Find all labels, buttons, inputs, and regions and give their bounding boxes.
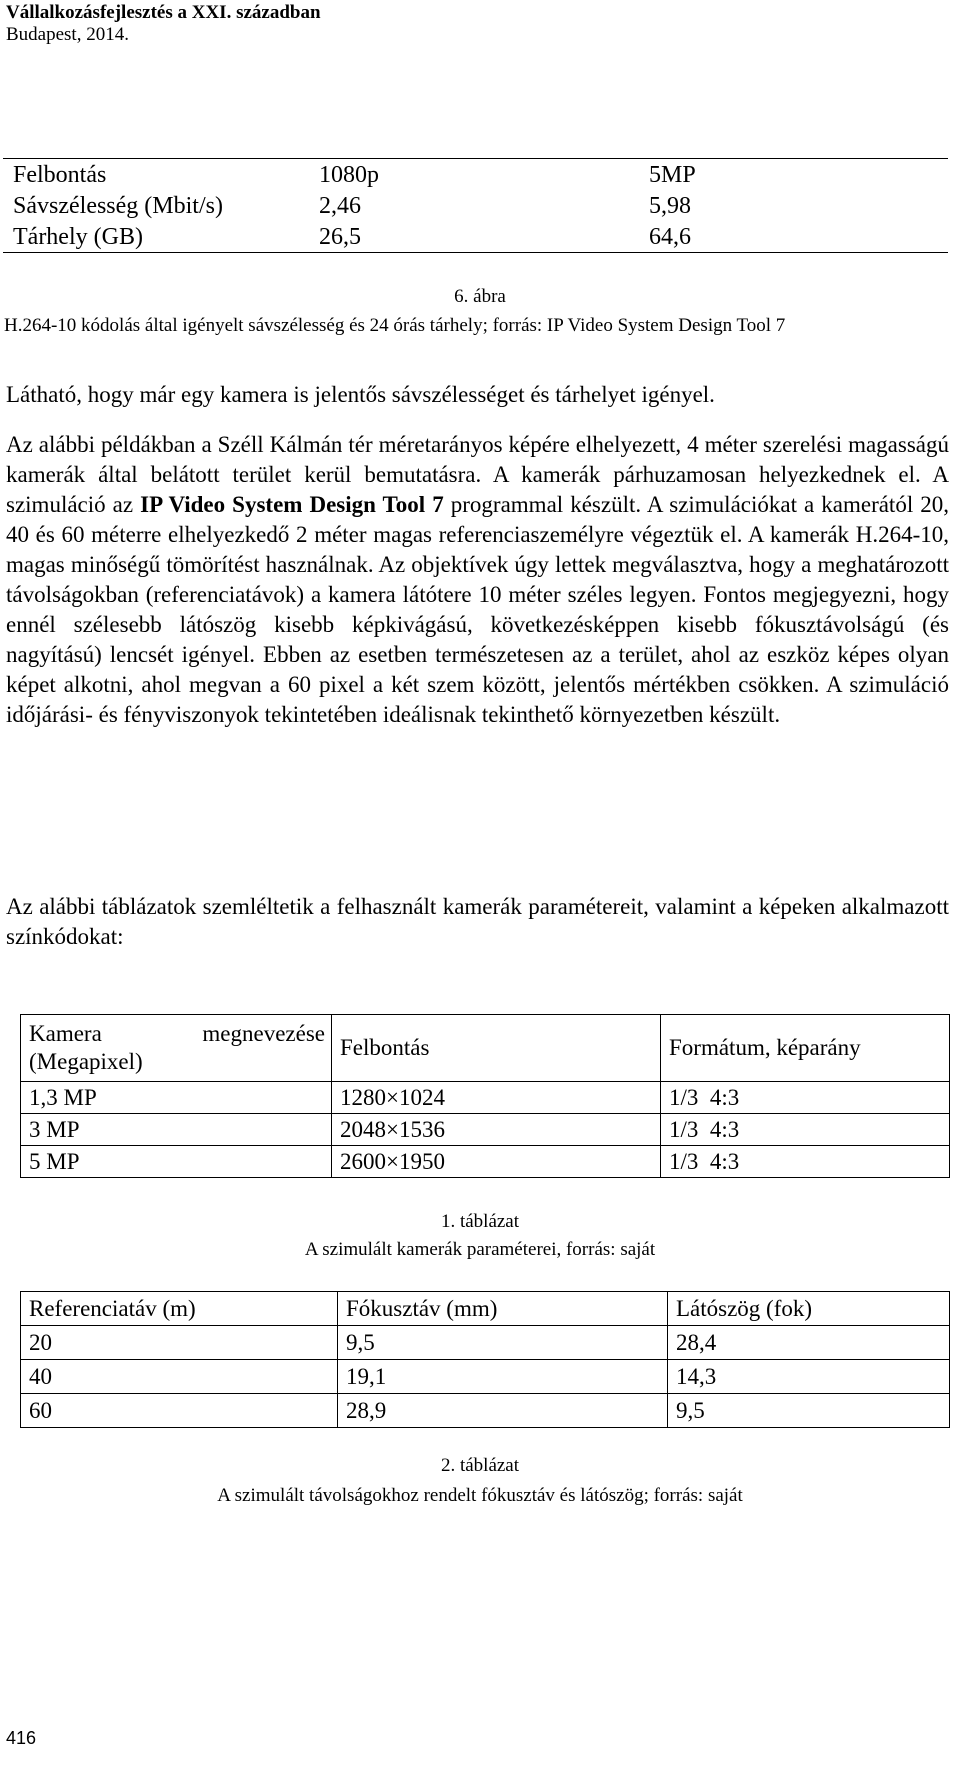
table-caption: A szimulált kamerák paraméterei, forrás: saját xyxy=(304,1239,656,1260)
table-cell: 20 xyxy=(21,1326,338,1360)
table-row xyxy=(21,1394,950,1428)
paragraph-text: Az alábbi példákban a Széll Kálmán tér méretarányos képére elhelyezett, 4 méter szerelési magasságú kamerák által belátott terület kerül bemutatásra. A kamerák párhuzamosan helyezkednek el. A szimuláció az xyxy=(6,432,949,517)
table-cell: 1280×1024 xyxy=(332,1082,661,1114)
table-header-cell: Látószög (fok) xyxy=(668,1292,950,1326)
table-header-cell xyxy=(21,1015,332,1082)
table-cell: 28,4 xyxy=(668,1326,950,1360)
table-row xyxy=(21,1360,950,1394)
table-row xyxy=(21,1326,950,1360)
table-cell: 40 xyxy=(21,1360,338,1394)
table-cell: 5,98 xyxy=(649,192,691,219)
table-row xyxy=(21,1146,950,1178)
table-cell: 2600×1950 xyxy=(332,1146,661,1178)
table-header-cell: Felbontás xyxy=(332,1015,661,1082)
table-cell: 5MP xyxy=(649,161,696,188)
table-cell: 5 MP xyxy=(21,1146,332,1178)
table-row xyxy=(3,190,948,221)
table-cell: Tárhely (GB) xyxy=(13,223,143,250)
table-header-cell: Referenciatáv (m) xyxy=(21,1292,338,1326)
table-label: 2. táblázat xyxy=(440,1455,520,1476)
table-cell: 1/3 4:3 xyxy=(661,1146,950,1178)
figure-label: 6. ábra xyxy=(454,286,506,307)
table-header-cell: Fókusztáv (mm) xyxy=(338,1292,668,1326)
table-cell: 9,5 xyxy=(338,1326,668,1360)
table-cell: 60 xyxy=(21,1394,338,1428)
table-header-row xyxy=(21,1292,950,1326)
table-row xyxy=(21,1114,950,1146)
table-caption: A szimulált távolságokhoz rendelt fókusztáv és látószög; forrás: saját xyxy=(217,1485,743,1506)
table-cell: 9,5 xyxy=(668,1394,950,1428)
table-cell: 64,6 xyxy=(649,223,691,250)
header-text: (Megapixel) xyxy=(29,1049,143,1074)
page-number: 416 xyxy=(6,1728,37,1748)
table-cell: 2048×1536 xyxy=(332,1114,661,1146)
running-header-location: Budapest, 2014. xyxy=(6,24,129,45)
table-cell: 1/3 4:3 xyxy=(661,1082,950,1114)
table-cell: Felbontás xyxy=(13,161,107,188)
table-row xyxy=(3,159,948,191)
table-row xyxy=(21,1082,950,1114)
figure-caption: H.264-10 kódolás által igényelt sávszélesség és 24 órás tárhely; forrás: IP Video System Design Tool 7 xyxy=(4,315,786,336)
table-label: 1. táblázat xyxy=(440,1211,520,1232)
bandwidth-storage-table xyxy=(3,158,948,253)
software-name: IP Video System Design Tool 7 xyxy=(140,492,444,517)
reference-distance-table xyxy=(20,1291,950,1428)
paragraph-tables-intro: Az alábbi táblázatok szemléltetik a felhasznált kamerák paramétereit, valamint a képeken alkalmazott színkódokat: xyxy=(6,894,949,949)
camera-parameters-table xyxy=(20,1014,950,1178)
running-header-title: Vállalkozásfejlesztés a XXI. században xyxy=(6,2,321,23)
table-cell: 1/3 4:3 xyxy=(661,1114,950,1146)
header-text: Kamera megnevezése xyxy=(29,1021,325,1046)
table-cell: Sávszélesség (Mbit/s) xyxy=(13,192,223,219)
table-cell: 1080p xyxy=(319,161,379,188)
table-cell: 14,3 xyxy=(668,1360,950,1394)
table-cell: 26,5 xyxy=(319,223,361,250)
table-cell: 28,9 xyxy=(338,1394,668,1428)
table-cell: 3 MP xyxy=(21,1114,332,1146)
table-cell: 19,1 xyxy=(338,1360,668,1394)
paragraph-simulation xyxy=(6,430,949,730)
paragraph-intro: Látható, hogy már egy kamera is jelentős sávszélességet és tárhelyet igényel. xyxy=(6,382,715,407)
paragraph-text: programmal készült. A szimulációkat a kamerától 20, 40 és 60 méterre elhelyezkedő 2 méter magas referenciaszemélyre végeztük el. A kamerák H.264-10, magas minőségű tömörítést használnak. Az objektívek úgy lettek megválasztva, hogy a meghatározott távolságokban (referenciatávok) a kamera látótere 10 méter széles legyen. Fontos megjegyezni, hogy ennél szélesebb látószög kisebb képkivágású, következésképpen kisebb fókusztávolságú (és nagyítású) lencsét igényel. Ebben az esetben természetesen az a terület, ahol az eszköz képes olyan képet alkotni, ahol megvan a 60 pixel a két szem között, jelentős mértékben csökken. A szimuláció időjárási- és fényviszonyok tekintetében ideálisnak tekinthető környezetben készült. xyxy=(6,492,950,727)
table-cell: 1,3 MP xyxy=(21,1082,332,1114)
table-header-row xyxy=(21,1015,950,1082)
table-cell: 2,46 xyxy=(319,192,361,219)
table-header-cell: Formátum, képarány xyxy=(661,1015,950,1082)
table-row xyxy=(3,221,948,253)
